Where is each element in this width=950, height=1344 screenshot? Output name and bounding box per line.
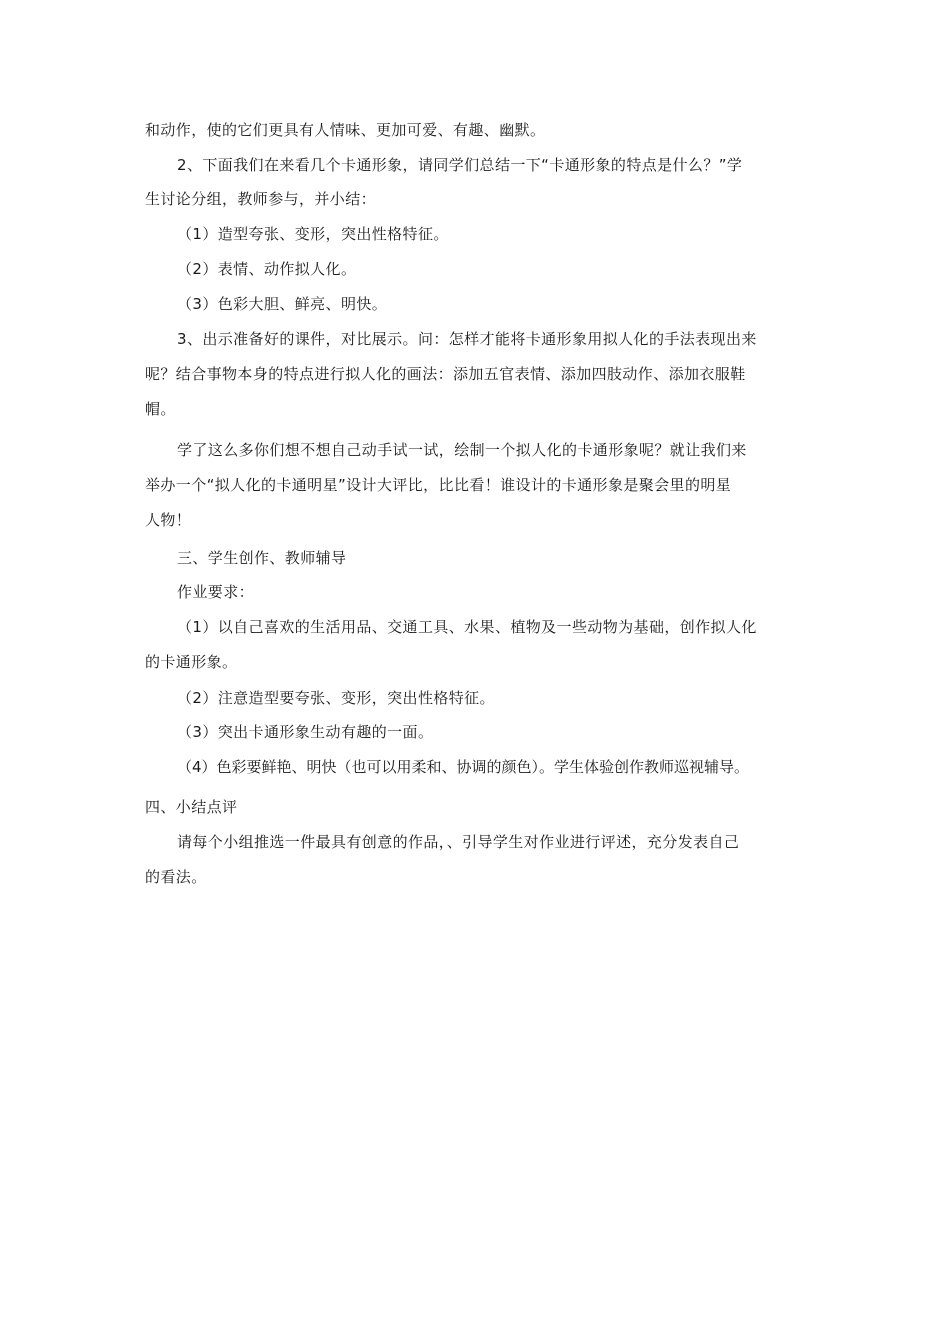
list-item: （1）以自己喜欢的生活用品、交通工具、水果、植物及一些动物为基础，创作拟人化	[177, 618, 757, 636]
text-line: 请每个小组推选一件最具有创意的作品，、引导学生对作业进行评述，充分发表自己	[177, 833, 740, 851]
text-line: 生讨论分组，教师参与，并小结：	[145, 190, 377, 208]
text-line: 帽。	[145, 400, 176, 418]
section-heading: 三、学生创作、教师辅导	[177, 549, 347, 567]
section-heading: 四、小结点评	[145, 798, 238, 816]
list-item: （3）色彩大胆、鲜亮、明快。	[177, 295, 388, 313]
text-line: 人物！	[145, 511, 192, 529]
text-line: 举办一个“拟人化的卡通明星”设计大评比，比比看！谁设计的卡通形象是聚会里的明星	[145, 476, 732, 494]
list-item: （1）造型夸张、变形，突出性格特征。	[177, 225, 449, 243]
text-line: 3、出示准备好的课件，对比展示。问：怎样才能将卡通形象用拟人化的手法表现出来	[177, 330, 757, 348]
text-line: 的看法。	[145, 868, 207, 886]
text-line: 学了这么多你们想不想自己动手试一试，绘制一个拟人化的卡通形象呢？就让我们来	[177, 441, 747, 459]
text-line: 呢？结合事物本身的特点进行拟人化的画法：添加五官表情、添加四肢动作、添加衣服鞋	[145, 365, 746, 383]
text-line: 作业要求：	[177, 583, 255, 601]
text-line: 的卡通形象。	[145, 653, 238, 671]
text-line: 和动作，使的它们更具有人情味、更加可爱、有趣、幽默。	[145, 121, 546, 139]
list-item: （3）突出卡通形象生动有趣的一面。	[177, 723, 434, 741]
text-line: 2、下面我们在来看几个卡通形象，请同学们总结一下“卡通形象的特点是什么？”学	[177, 156, 743, 174]
list-item: （4）色彩要鲜艳、明快（也可以用柔和、协调的颜色）。学生体验创作教师巡视辅导。	[177, 758, 750, 776]
list-item: （2）表情、动作拟人化。	[177, 260, 357, 278]
list-item: （2）注意造型要夸张、变形，突出性格特征。	[177, 689, 495, 707]
